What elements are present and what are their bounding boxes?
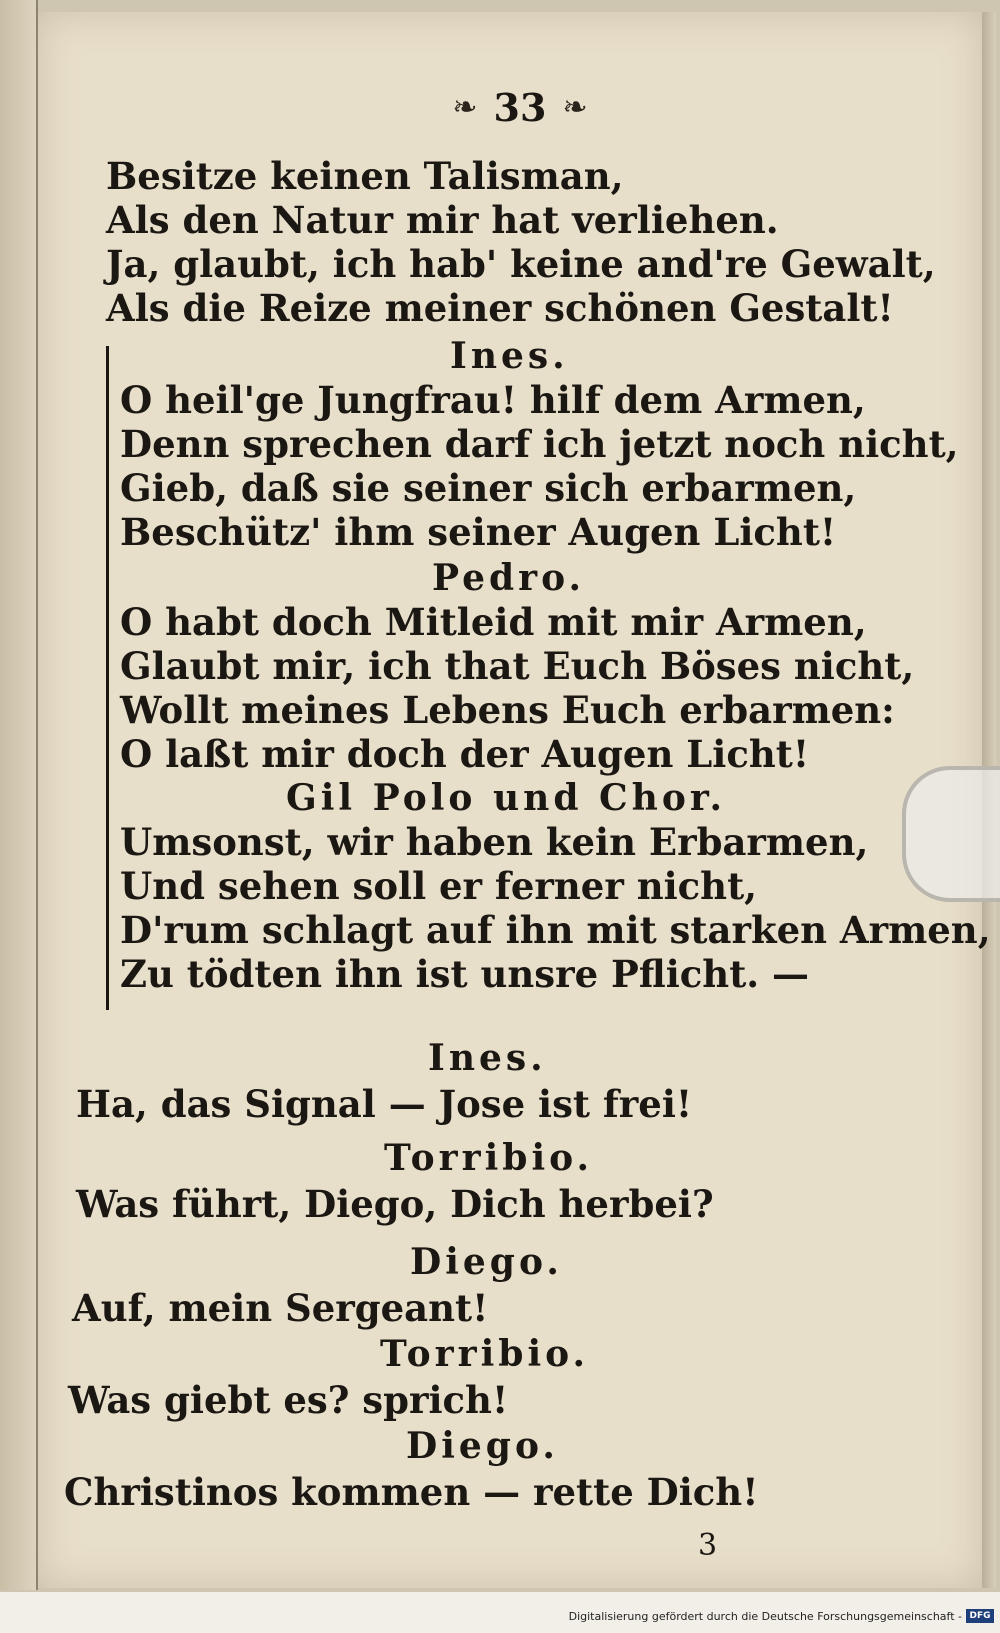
verse-line: Als die Reize meiner schönen Gestalt! bbox=[106, 286, 894, 330]
signature-mark: 3 bbox=[698, 1528, 718, 1563]
verse-line: O habt doch Mitleid mit mir Armen, bbox=[120, 600, 867, 644]
ornament-right-icon: ❧ bbox=[562, 89, 588, 125]
dialogue-line: Was führt, Diego, Dich herbei? bbox=[76, 1182, 714, 1226]
verse-line: Ja, glaubt, ich hab' keine and're Gewalt, bbox=[106, 242, 936, 286]
speaker-name: Gil Polo und Chor. bbox=[286, 777, 727, 819]
verse-line: O laßt mir doch der Augen Licht! bbox=[120, 732, 810, 776]
verse-line: Glaubt mir, ich that Euch Böses nicht, bbox=[120, 644, 915, 688]
verse-line: Wollt meines Lebens Euch erbarmen: bbox=[120, 688, 895, 732]
verse-line: D'rum schlagt auf ihn mit starken Armen, bbox=[120, 908, 991, 952]
speaker-name: Pedro. bbox=[432, 557, 586, 599]
speaker-name: Torribio. bbox=[384, 1137, 594, 1179]
page-header bbox=[420, 82, 620, 132]
verse-line: Gieb, daß sie seiner sich erbarmen, bbox=[120, 466, 857, 510]
page-clip bbox=[902, 766, 1000, 902]
verse-line: Als den Natur mir hat verliehen. bbox=[106, 198, 779, 242]
funding-credit: Digitalisierung gefördert durch die Deutsche Forschungsgemeinschaft - bbox=[568, 1610, 962, 1623]
dialogue-line: Was giebt es? sprich! bbox=[68, 1378, 509, 1422]
ensemble-brace bbox=[106, 346, 119, 1010]
dialogue-line: Christinos kommen — rette Dich! bbox=[64, 1470, 759, 1514]
verse-line: Umsonst, wir haben kein Erbarmen, bbox=[120, 820, 869, 864]
dfg-logo-icon: DFG bbox=[966, 1609, 994, 1623]
dialogue-line: Auf, mein Sergeant! bbox=[72, 1286, 489, 1330]
ornament-left-icon: ❧ bbox=[452, 89, 478, 125]
verse-line: Zu tödten ihn ist unsre Pflicht. — bbox=[120, 952, 810, 996]
speaker-name: Torribio. bbox=[380, 1333, 590, 1375]
verse-line: O heil'ge Jungfrau! hilf dem Armen, bbox=[120, 378, 866, 422]
verse-line: Beschütz' ihm seiner Augen Licht! bbox=[120, 510, 837, 554]
speaker-name: Diego. bbox=[410, 1241, 563, 1283]
page-number: 33 bbox=[493, 84, 547, 130]
verse-line: Und sehen soll er ferner nicht, bbox=[120, 864, 758, 908]
dialogue-line: Ha, das Signal — Jose ist frei! bbox=[76, 1082, 693, 1126]
verse-line: Besitze keinen Talisman, bbox=[106, 154, 624, 198]
speaker-name: Ines. bbox=[428, 1037, 547, 1079]
adjacent-page-edge bbox=[0, 0, 38, 1590]
speaker-name: Diego. bbox=[406, 1425, 559, 1467]
speaker-name: Ines. bbox=[450, 335, 569, 377]
verse-line: Denn sprechen darf ich jetzt noch nicht, bbox=[120, 422, 959, 466]
